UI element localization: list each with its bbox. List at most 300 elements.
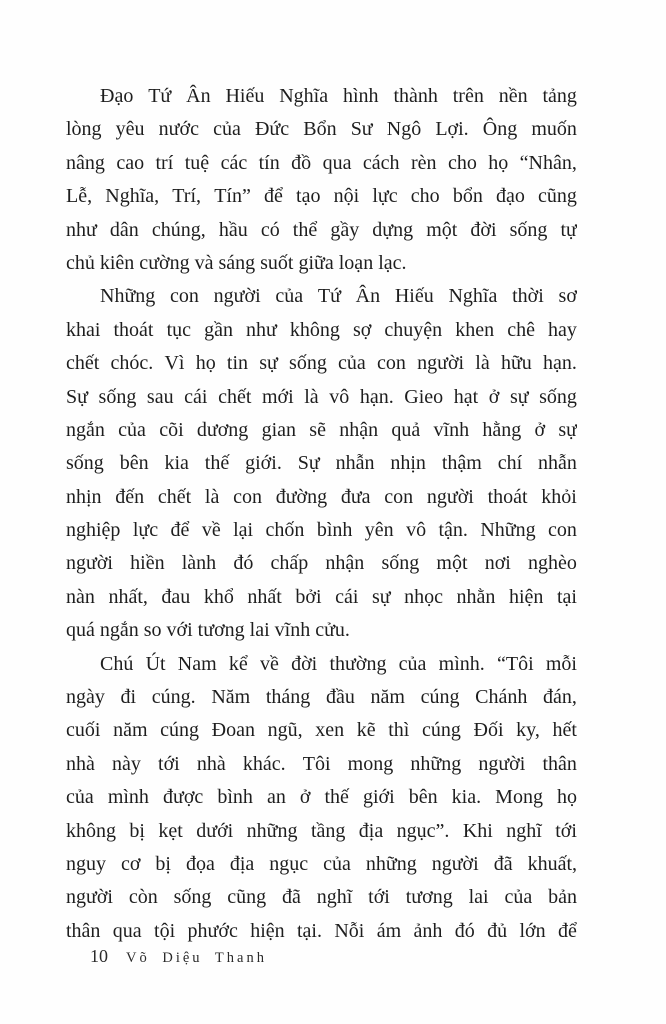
word: mỗi [545, 652, 577, 675]
word: nội [333, 185, 360, 208]
word: gian [261, 418, 297, 441]
word: thậm [441, 452, 482, 475]
word: cũng [227, 886, 267, 909]
word: cho [447, 151, 477, 174]
word: được [162, 786, 204, 809]
word: sự [259, 352, 278, 375]
word: sống [539, 385, 577, 408]
word: sống [381, 552, 420, 575]
word: người [478, 752, 526, 775]
word: hữu [500, 352, 532, 375]
word: yêu [115, 118, 145, 141]
word: cái [184, 385, 208, 408]
word: Tứ [148, 85, 172, 107]
word: cúng [422, 719, 461, 742]
word: nhận [339, 418, 379, 441]
word: nhịn [390, 452, 426, 475]
word: đường [275, 485, 328, 508]
word: con [377, 352, 406, 375]
word: mong [347, 752, 394, 775]
word: kia [164, 452, 189, 475]
word: cuối [66, 719, 101, 742]
word: qua [112, 919, 142, 942]
word: Nghĩa, [105, 185, 160, 208]
word: Nghĩa [279, 85, 329, 107]
text-line [66, 648, 577, 681]
word: con [548, 519, 577, 542]
word: này [112, 752, 141, 775]
word: khai [66, 318, 101, 341]
word: cúng [160, 719, 200, 742]
word: Khi [462, 819, 493, 842]
word: Ân [186, 85, 211, 107]
word: nhọc [404, 585, 443, 608]
word: hạn. [542, 352, 577, 375]
word: tạo [296, 185, 321, 208]
word: khác. [242, 752, 286, 775]
word: nơi [484, 552, 511, 575]
word: một [426, 218, 458, 241]
word: cúng. [151, 686, 196, 709]
word: về [260, 652, 279, 675]
word: thời [512, 285, 544, 308]
text-line [66, 848, 577, 881]
text-line [66, 414, 577, 447]
word: Vì [164, 352, 185, 375]
word: tự [560, 218, 577, 241]
word: tới [368, 886, 390, 909]
word: nâng [66, 151, 105, 174]
word: sự [371, 585, 391, 608]
word: tới [158, 752, 180, 775]
word: chuyện [384, 318, 443, 341]
word: tới [555, 819, 577, 842]
word: Nam [177, 652, 217, 675]
word: năm [113, 719, 148, 742]
word: lai [468, 886, 489, 909]
text-line [66, 347, 577, 380]
word: vô [329, 385, 350, 408]
word: ám [376, 919, 402, 942]
word: của [118, 418, 146, 441]
word: là [304, 385, 319, 408]
word: đạo [496, 185, 525, 208]
word: nhẫn [538, 452, 577, 475]
word: chết [218, 385, 252, 408]
word: tảng [542, 85, 577, 107]
word: lực [372, 185, 398, 208]
text-line [66, 481, 577, 514]
word: là [204, 485, 220, 508]
word: cho [410, 185, 440, 208]
text-line [66, 547, 577, 580]
word: nước [158, 118, 199, 141]
word: bình [316, 519, 353, 542]
word: còn [128, 886, 158, 909]
text-line [66, 80, 577, 113]
word: chí [497, 452, 523, 475]
word: Bổn [303, 118, 337, 141]
word: sống [98, 385, 137, 408]
word: người [66, 886, 113, 909]
word: hay [548, 318, 577, 341]
word: Hiếu [394, 285, 434, 308]
word: đọa [185, 852, 215, 875]
word: đã [282, 886, 301, 909]
word: chúng, [151, 218, 206, 241]
word: Tôi [302, 752, 331, 775]
word: con [384, 485, 414, 508]
word: chốn [265, 519, 305, 542]
text-line [66, 147, 577, 180]
text-line [66, 748, 577, 781]
word: thế [324, 786, 349, 809]
word: cách [362, 151, 400, 174]
word: sau [146, 385, 174, 408]
word: thế [204, 452, 230, 475]
word: năm [370, 686, 405, 709]
word: lực [132, 519, 159, 542]
word: là [475, 352, 490, 375]
word: Ân [355, 285, 381, 308]
word: phước [187, 919, 238, 942]
text-line [66, 781, 577, 814]
word: nhận [325, 552, 365, 575]
word: của [275, 285, 304, 308]
paragraph [66, 280, 577, 647]
word: Tứ [317, 285, 341, 308]
word: họ [488, 151, 509, 174]
word: khen [455, 318, 495, 341]
text-line [66, 581, 577, 614]
word: hằng [482, 418, 522, 441]
word: vĩnh [433, 418, 470, 441]
word: Sự [66, 385, 88, 408]
word: nàn [66, 585, 95, 608]
word: hình [343, 85, 379, 107]
word: gầy [330, 218, 360, 241]
word: đán, [543, 686, 577, 709]
text-line [66, 514, 577, 547]
word: lành [181, 552, 217, 575]
word: một [436, 552, 468, 575]
word: những [246, 819, 298, 842]
word: người [66, 552, 113, 575]
text-line [66, 180, 577, 213]
word: bên [408, 786, 438, 809]
word: Những [100, 285, 156, 308]
word: muốn [531, 118, 577, 141]
word: Mong [495, 786, 543, 809]
word: hạn. [359, 385, 394, 408]
word: đó [233, 552, 254, 575]
word: kia. [451, 786, 482, 809]
word: lòng [66, 118, 102, 141]
word: thì [388, 719, 410, 742]
word: ở [488, 385, 500, 408]
word: đủ [487, 919, 508, 942]
word: ảnh [413, 919, 443, 942]
word: ở [534, 418, 546, 441]
word: đồ [291, 151, 312, 174]
word: không [289, 318, 340, 341]
word: Ngô [386, 118, 422, 141]
word: hiện [250, 919, 285, 942]
word: chết [157, 485, 192, 508]
word: khuất, [527, 852, 577, 875]
word: thoát [487, 485, 528, 508]
text-line [66, 815, 577, 848]
word: ngũ, [267, 719, 303, 742]
word: đó [454, 919, 475, 942]
word: nhất [247, 585, 282, 608]
word: thân [66, 919, 101, 942]
word: thể [292, 218, 318, 241]
word: Hiếu [225, 85, 265, 107]
word: có [260, 218, 280, 241]
word: hạt [453, 385, 479, 408]
word: nền [498, 85, 528, 107]
word: ngục”. [396, 819, 450, 842]
word: Trí, [172, 185, 202, 208]
word: tại. [296, 919, 322, 942]
word: dựng [372, 218, 414, 241]
text-line: quá ngắn so với tương lai vĩnh cửu. [66, 619, 350, 642]
word: hiện [508, 585, 544, 608]
word: không [66, 819, 116, 842]
word: an [266, 786, 286, 809]
word: thân [542, 752, 577, 775]
word: nhằn [456, 585, 496, 608]
word: nhịn [66, 485, 102, 508]
word: khổ [203, 585, 234, 608]
word: ngục [269, 852, 309, 875]
word: lại [233, 519, 254, 542]
word: sợ [352, 318, 372, 341]
word: của [66, 786, 94, 809]
word: kẽ [356, 719, 376, 742]
word: qua [322, 151, 352, 174]
word: tin [226, 352, 249, 375]
word: bởi [295, 585, 322, 608]
word: cũng [538, 185, 577, 208]
word: giới [362, 786, 395, 809]
word: kẹt [158, 819, 183, 842]
word: họ [557, 786, 577, 809]
word: Ông [482, 118, 518, 141]
word: đau [161, 585, 191, 608]
word: dương [196, 418, 249, 441]
text-line [66, 881, 577, 914]
word: đi [120, 686, 137, 709]
text-line [66, 447, 577, 480]
text-line [66, 113, 577, 146]
word: đưa [340, 485, 371, 508]
word: sự [558, 418, 577, 441]
word: Đối [473, 719, 504, 742]
word: bên [119, 452, 149, 475]
word: khỏi [541, 485, 577, 508]
page-footer [66, 946, 267, 967]
text-line [66, 714, 577, 747]
word: hiền [130, 552, 165, 575]
word: dân [109, 218, 139, 241]
word: thoát [113, 318, 154, 341]
word: lớn [519, 919, 546, 942]
word: sự [509, 385, 529, 408]
word: địa [358, 819, 384, 842]
word: cúng [420, 686, 460, 709]
word: tầng [310, 819, 346, 842]
word: “Tôi [497, 652, 534, 675]
word: con [170, 285, 199, 308]
word: mình [107, 786, 149, 809]
word: Tín” [214, 185, 251, 208]
word: nhất, [108, 585, 148, 608]
word: nghèo [527, 552, 577, 575]
word: của [398, 652, 427, 675]
word: tận. [438, 519, 468, 542]
word: vô [406, 519, 427, 542]
word: người [213, 285, 261, 308]
word: nghiệp [66, 519, 121, 542]
word: cõi [159, 418, 184, 441]
word: ngắn [66, 418, 105, 441]
word: mình. [438, 652, 485, 675]
word: dưới [196, 819, 234, 842]
word: Lợi. [435, 118, 469, 141]
word: trí [155, 151, 174, 174]
word: xen [315, 719, 345, 742]
word: tương [405, 886, 453, 909]
text-line: chủ kiên cường và sáng suốt giữa loạn lạc. [66, 251, 407, 274]
word: Đức [254, 118, 290, 141]
body-text [66, 80, 577, 948]
word: sống [289, 352, 327, 375]
word: bản [548, 886, 577, 909]
word: sơ [558, 285, 577, 308]
page-number: 10 [90, 946, 108, 966]
word: gần [204, 318, 233, 341]
word: tại [556, 585, 577, 608]
word: cao [116, 151, 145, 174]
word: nguy [66, 852, 106, 875]
word: Chú [100, 652, 134, 675]
word: đời [291, 652, 318, 675]
word: nghĩ [316, 886, 353, 909]
word: chê [507, 318, 535, 341]
text-line [66, 314, 577, 347]
word: như [246, 318, 277, 341]
word: của [213, 118, 241, 141]
word: người [417, 352, 465, 375]
word: của [323, 852, 351, 875]
word: Những [480, 519, 536, 542]
word: nhẫn [335, 452, 375, 475]
word: về [201, 519, 221, 542]
word: Lễ, [66, 185, 93, 208]
word: bị [155, 852, 171, 875]
word: tội [154, 919, 176, 942]
text-line [66, 214, 577, 247]
word: hết [552, 719, 577, 742]
word: yên [364, 519, 394, 542]
word: nghĩ [506, 819, 542, 842]
word: sống [66, 452, 104, 475]
word: Đạo [100, 85, 134, 107]
word: hầu [218, 218, 248, 241]
word: của [504, 886, 533, 909]
word: Sư [350, 118, 373, 141]
word: ở [299, 786, 311, 809]
word: đến [115, 485, 145, 508]
text-line [66, 381, 577, 414]
word: nhà [196, 752, 226, 775]
word: Chánh [475, 686, 528, 709]
word: những [365, 852, 417, 875]
word: giới. [245, 452, 282, 475]
word: bổn [452, 185, 483, 208]
word: thường [329, 652, 387, 675]
word: sẽ [309, 418, 326, 441]
text-line [66, 915, 577, 948]
word: Nghĩa [448, 285, 498, 308]
word: ky, [516, 719, 540, 742]
running-footer-author: Võ Diệu Thanh [126, 950, 267, 966]
word: bình [217, 786, 253, 809]
word: họ [195, 352, 216, 375]
word: như [66, 218, 97, 241]
word: chấp [270, 552, 309, 575]
paragraph [66, 648, 577, 949]
word: rèn [410, 151, 437, 174]
word: Năm [211, 686, 251, 709]
word: kể [228, 652, 248, 675]
word: đầu [325, 686, 355, 709]
word: tháng [265, 686, 311, 709]
word: để [264, 185, 283, 208]
word: tục [166, 318, 191, 341]
word: ngày [66, 686, 105, 709]
word: bị [129, 819, 145, 842]
word: thành [393, 85, 438, 107]
word: cơ [120, 852, 141, 875]
word: Đoan [211, 719, 255, 742]
word: tín [258, 151, 280, 174]
text-line [66, 681, 577, 714]
word: nhà [66, 752, 95, 775]
word: quả [391, 418, 421, 441]
text-line [66, 280, 577, 313]
word: đã [493, 852, 513, 875]
word: Sự [297, 452, 320, 475]
word: sống [173, 886, 212, 909]
word: Gieo [404, 385, 444, 408]
word: các [220, 151, 248, 174]
word: mới [261, 385, 294, 408]
word: chết [66, 352, 100, 375]
word: người [426, 485, 474, 508]
word: Nỗi [334, 919, 365, 942]
word: con [233, 485, 262, 508]
word: để [557, 919, 577, 942]
paragraph [66, 80, 577, 280]
word: những [410, 752, 462, 775]
word: của [338, 352, 366, 375]
word: cái [335, 585, 359, 608]
word: Út [145, 652, 166, 675]
word: “Nhân, [519, 151, 577, 174]
